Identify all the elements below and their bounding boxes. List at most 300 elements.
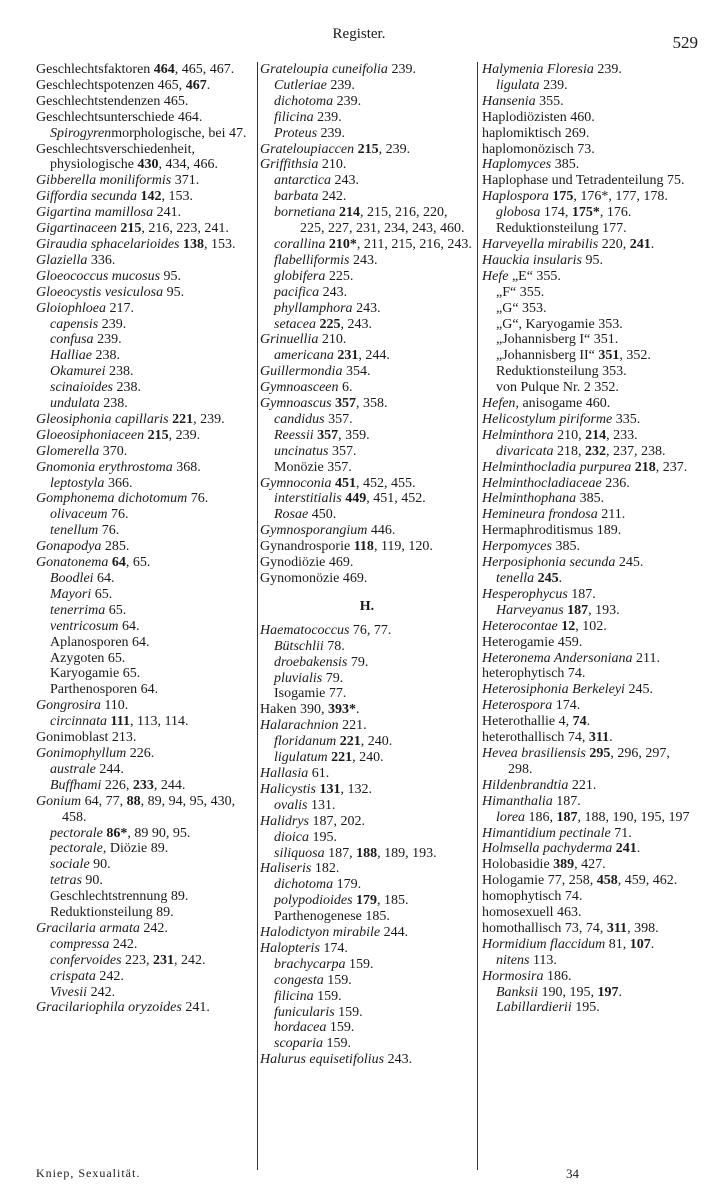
entry-text: morphologische, bei	[111, 125, 229, 141]
entry-text: , 296, 297, 298.	[508, 745, 670, 777]
taxon-name: Gymnosporangium	[260, 523, 368, 539]
entry-text: 336.	[87, 252, 116, 268]
bold-page-ref: 295	[585, 745, 611, 761]
taxon-name: Halarachnion	[260, 718, 339, 734]
taxon-name: Halymenia Floresia	[482, 62, 594, 77]
taxon-name: Hallasia	[260, 765, 309, 781]
taxon-name: barbata	[274, 189, 319, 205]
bold-page-ref: 241	[612, 841, 637, 857]
bold-page-ref: 232	[585, 443, 607, 459]
index-subentry	[36, 332, 254, 348]
taxon-name: Hefen	[482, 396, 516, 412]
entry-text: , 240.	[352, 750, 384, 766]
entry-text: 385.	[551, 539, 580, 555]
taxon-name: Giffordia secunda	[36, 189, 137, 205]
taxon-name: Gigartinaceen	[36, 221, 117, 237]
index-subentry	[260, 348, 474, 364]
index-subentry	[482, 444, 692, 460]
index-entry	[36, 444, 254, 460]
taxon-name: Helminthocladiaceae	[482, 475, 602, 491]
index-entry	[482, 428, 692, 444]
taxon-name: interstitialis	[274, 491, 342, 507]
entry-text: 159.	[334, 1004, 363, 1020]
bold-page-ref: 351	[598, 348, 620, 364]
entry-text: Haken 390,	[260, 702, 329, 718]
entry-text: , 452, 455.	[356, 475, 416, 491]
index-subentry	[36, 635, 254, 651]
taxon-name: polypodioides	[274, 893, 353, 909]
entry-text: Geschlechtstrennung 89.	[50, 889, 189, 905]
entry-text: , 176.	[599, 205, 632, 221]
entry-text: , 89 90, 95.	[127, 825, 191, 841]
index-entry	[482, 110, 692, 126]
index-subentry	[36, 317, 254, 333]
index-entry	[482, 539, 692, 555]
taxon-name: Heterocontae	[482, 618, 558, 634]
taxon-name: confusa	[50, 332, 94, 348]
index-entry	[482, 587, 692, 603]
entry-text: 187.	[567, 586, 596, 602]
index-subentry	[260, 877, 474, 893]
entry-text: 239.	[313, 109, 342, 125]
entry-text: , 434, 466.	[158, 157, 218, 173]
taxon-name: bornetiana	[274, 205, 336, 221]
taxon-name: tetras	[50, 873, 82, 889]
taxon-name: Rosae	[274, 507, 309, 523]
entry-text: , 427.	[574, 857, 606, 873]
index-entry	[482, 491, 692, 507]
entry-text: 239.	[93, 332, 122, 348]
taxon-name: tenerrima	[50, 602, 106, 618]
index-subentry	[260, 460, 474, 476]
entry-text: Parthenogenese 185.	[274, 909, 390, 925]
taxon-name: Hemineura frondosa	[482, 507, 598, 523]
taxon-name: Herpomyces	[482, 539, 552, 555]
entry-text: 239.	[326, 77, 355, 93]
index-subentry	[260, 78, 474, 94]
index-subentry	[36, 953, 254, 969]
entry-text: Reduktionsteilung 89.	[50, 905, 174, 921]
index-entry	[36, 205, 254, 221]
bold-page-ref: 458	[596, 873, 618, 889]
taxon-name: Gloeocystis vesiculosa	[36, 284, 164, 300]
bold-page-ref: 175	[548, 189, 574, 205]
taxon-name: pacifica	[274, 284, 320, 300]
index-subentry	[260, 237, 474, 253]
index-subentry	[36, 348, 254, 364]
index-entry	[36, 698, 254, 714]
index-entry	[36, 730, 254, 746]
index-column-1	[36, 62, 254, 1172]
entry-text: , 244.	[358, 348, 390, 364]
entry-text: Geschlechtsunterschiede 464.	[36, 109, 203, 125]
entry-text: 187, 202.	[309, 813, 365, 829]
index-entry	[36, 110, 254, 126]
bold-page-ref: 107	[629, 936, 651, 952]
taxon-name: Hansenia	[482, 93, 536, 109]
entry-text: 244.	[95, 761, 124, 777]
entry-text: 239.	[539, 77, 568, 93]
index-entry	[260, 571, 474, 587]
index-subentry	[260, 830, 474, 846]
bold-page-ref: 12	[557, 618, 576, 634]
index-entry	[482, 126, 692, 142]
taxon-name: floridanum	[274, 734, 337, 750]
taxon-name: scinaioides	[50, 380, 113, 396]
bold-page-ref: 187	[563, 602, 589, 618]
entry-text: 218,	[553, 443, 586, 459]
index-entry	[482, 730, 692, 746]
index-entry	[482, 794, 692, 810]
entry-text: 78.	[323, 638, 345, 654]
entry-text: 187.	[552, 793, 581, 809]
taxon-name: lorea	[496, 809, 526, 825]
taxon-name: Proteus	[274, 125, 318, 141]
taxon-name: ventricosum	[50, 618, 119, 634]
taxon-name: Grateloupia cuneifolia	[260, 62, 388, 77]
index-subentry	[260, 269, 474, 285]
index-subentry	[260, 1005, 474, 1021]
entry-text: 95.	[160, 268, 182, 284]
index-subentry	[36, 841, 254, 857]
bold-page-ref: 467	[185, 77, 207, 93]
entry-text: homothallisch 73, 74,	[482, 920, 607, 936]
index-subentry	[36, 571, 254, 587]
taxon-name: Gloiophloea	[36, 300, 106, 316]
entry-text: 179.	[333, 877, 362, 893]
taxon-name: Holmsella pachyderma	[482, 841, 613, 857]
entry-text: 238.	[92, 348, 120, 364]
page-number: 529	[672, 33, 698, 52]
index-subentry	[260, 639, 474, 655]
bold-page-ref: 221	[336, 734, 361, 750]
bold-page-ref: 449	[341, 491, 367, 507]
taxon-name: Himanthalia	[482, 793, 553, 809]
index-subentry	[36, 587, 254, 603]
entry-text: 450.	[308, 507, 337, 523]
entry-text: 79.	[322, 670, 344, 686]
taxon-name: Guillermondia	[260, 364, 343, 380]
index-subentry	[260, 317, 474, 333]
entry-text: 186,	[525, 809, 557, 825]
index-subentry	[260, 205, 474, 237]
entry-text: 76.	[107, 507, 129, 523]
entry-text: Holobasidie	[482, 857, 554, 873]
index-subentry	[260, 126, 474, 142]
taxon-name: Mayori	[50, 586, 92, 602]
bold-page-ref: 311	[606, 920, 628, 936]
index-subentry	[482, 364, 692, 380]
taxon-name: tenella	[496, 571, 535, 586]
index-subentry	[482, 317, 692, 333]
index-entry	[260, 62, 474, 78]
index-subentry	[482, 380, 692, 396]
entry-text: 81,	[605, 936, 630, 952]
entry-text: , 185.	[377, 893, 409, 909]
taxon-name: Grateloupiaccen	[260, 141, 355, 157]
entry-text: heterothallisch 74,	[482, 730, 589, 746]
entry-text: „G“ 353.	[496, 300, 547, 316]
index-entry	[260, 814, 474, 830]
index-entry	[260, 142, 474, 158]
taxon-name: filicina	[274, 988, 314, 1004]
index-entry	[260, 476, 474, 492]
taxon-name: Halicystis	[260, 781, 316, 797]
entry-text: , 89, 94, 95, 430, 458.	[62, 793, 236, 825]
taxon-name: Gymnoconia	[260, 475, 332, 491]
entry-text: , 176*, 177, 178.	[573, 189, 668, 205]
taxon-name: tenellum	[50, 523, 99, 539]
bold-page-ref: 111	[107, 714, 130, 730]
entry-text: 238.	[113, 380, 141, 396]
taxon-name: Haliseris	[260, 861, 312, 877]
index-entry	[482, 937, 692, 953]
entry-text: 220,	[598, 236, 630, 252]
taxon-name: Helminthora	[482, 427, 554, 443]
entry-text: 370.	[99, 443, 128, 459]
entry-text: 71.	[610, 825, 632, 841]
index-entry	[36, 221, 254, 237]
index-subentry	[36, 682, 254, 698]
entry-text: von Pulque Nr. 2 352.	[496, 380, 619, 396]
entry-text: Haplophase und Tetradenteilung 75.	[482, 173, 685, 189]
entry-text: 6.	[338, 380, 353, 396]
bold-page-ref: 74	[572, 714, 587, 730]
entry-text: , 243.	[340, 316, 372, 332]
index-entry	[482, 253, 692, 269]
taxon-name: Spirogyren	[50, 125, 112, 141]
index-subentry	[260, 428, 474, 444]
taxon-name: dichotoma	[274, 93, 334, 109]
index-entry	[36, 428, 254, 444]
entry-text: , 459, 462.	[617, 873, 678, 889]
index-entry	[482, 619, 692, 635]
taxon-name: leptostyla	[50, 475, 105, 491]
entry-text: 113.	[529, 952, 557, 968]
taxon-name: Haplospora	[482, 189, 549, 205]
index-column-3	[482, 62, 692, 1172]
taxon-name: globifera	[274, 268, 326, 284]
taxon-name: Gigartina mamillosa	[36, 205, 154, 221]
taxon-name: Halidrys	[260, 813, 309, 829]
taxon-name: Haematococcus	[260, 622, 350, 638]
index-entry	[482, 237, 692, 253]
taxon-name: crispata	[50, 968, 96, 984]
index-entry	[260, 539, 474, 555]
entry-text: 64, 77,	[81, 793, 127, 809]
entry-text: Geschlechtstendenzen 465.	[36, 93, 189, 109]
entry-text: 446.	[367, 523, 396, 539]
taxon-name: Hefe	[482, 268, 509, 284]
entry-text: , 451, 452.	[366, 491, 426, 507]
entry-text: physiologische	[50, 157, 138, 173]
entry-text: .	[609, 730, 613, 746]
taxon-name: pectorale	[50, 841, 103, 857]
entry-text: 174,	[540, 205, 572, 221]
entry-text: 355.	[535, 93, 564, 109]
taxon-name: Himantidium pectinale	[482, 825, 611, 841]
index-entry	[482, 746, 692, 778]
index-subentry	[260, 686, 474, 702]
taxon-name: Halodictyon mirabile	[260, 925, 381, 941]
index-subentry	[482, 221, 692, 237]
index-subentry	[260, 444, 474, 460]
entry-text: 239.	[593, 62, 622, 77]
taxon-name: Gonimophyllum	[36, 745, 127, 761]
entry-text: Karyogamie 65.	[50, 666, 141, 682]
taxon-name: Helminthophana	[482, 491, 577, 507]
entry-text: Gonimoblast 213.	[36, 730, 137, 746]
index-entry	[260, 364, 474, 380]
taxon-name: Halopteris	[260, 940, 320, 956]
bold-page-ref: 231	[333, 348, 359, 364]
taxon-name: Helicostylum piriforme	[482, 411, 613, 427]
index-entry	[36, 460, 254, 476]
taxon-name: Glomerella	[36, 443, 100, 459]
entry-text: , 215, 216, 220, 225, 227, 231, 234, 243, 460.	[300, 205, 465, 237]
taxon-name: Harveyanus	[496, 602, 564, 618]
entry-text: homosexuell 463.	[482, 905, 582, 921]
index-subentry	[260, 973, 474, 989]
taxon-name: americana	[274, 348, 334, 364]
index-entry	[260, 861, 474, 877]
entry-text: , 240.	[360, 734, 393, 750]
entry-text: 241.	[181, 1000, 210, 1016]
entry-text: haplomiktisch 269.	[482, 125, 590, 141]
taxon-name: Okamurei	[50, 364, 106, 380]
taxon-name: Helminthocladia purpurea	[482, 459, 632, 475]
entry-text: , 398.	[627, 920, 659, 936]
taxon-name: congesta	[274, 972, 324, 988]
index-subentry	[36, 157, 254, 173]
taxon-name: australe	[50, 761, 96, 777]
entry-text: 159.	[313, 988, 342, 1004]
entry-text: „Johannisberg II“	[496, 348, 599, 364]
index-entry	[482, 905, 692, 921]
entry-text: Haplodiözisten 460.	[482, 109, 595, 125]
taxon-name: Hormidium flaccidum	[482, 936, 606, 952]
index-subentry	[260, 301, 474, 317]
entry-text: 238.	[99, 396, 128, 412]
index-subentry	[36, 873, 254, 889]
entry-text: .	[636, 841, 641, 857]
entry-text: , 465, 467.	[174, 62, 235, 77]
index-subentry	[482, 205, 692, 221]
index-subentry	[260, 671, 474, 687]
taxon-name: Vivesii	[50, 984, 88, 1000]
taxon-name: Gracilaria armata	[36, 920, 140, 936]
index-entry	[36, 301, 254, 317]
taxon-name: droebakensis	[274, 654, 348, 670]
index-entry	[36, 189, 254, 205]
index-entry	[36, 491, 254, 507]
entry-text: 65.	[91, 586, 113, 602]
index-entry	[36, 539, 254, 555]
taxon-name: Halliae	[50, 348, 92, 364]
index-entry	[482, 666, 692, 682]
index-entry	[36, 78, 254, 94]
bold-page-ref: 311	[588, 730, 610, 746]
index-entry	[260, 1052, 474, 1068]
taxon-name: ligulata	[496, 77, 540, 93]
entry-text: Aplanosporen 64.	[50, 634, 150, 650]
entry-text: .	[618, 984, 622, 1000]
index-entry	[482, 555, 692, 571]
bold-page-ref: 464	[153, 62, 175, 77]
index-entry	[260, 702, 474, 718]
index-subentry	[36, 762, 254, 778]
entry-text: , anisogame 460.	[515, 396, 611, 412]
taxon-name: pectorale	[50, 825, 103, 841]
entry-text: , 233.	[606, 427, 638, 443]
index-subentry	[260, 750, 474, 766]
bold-page-ref: 389	[553, 857, 575, 873]
taxon-name: Banksii	[496, 984, 538, 1000]
bold-page-ref: 131	[316, 781, 341, 797]
taxon-name: Grinuellia	[260, 332, 319, 348]
entry-text: , 153.	[204, 236, 236, 252]
index-entry	[482, 969, 692, 985]
bold-page-ref: 187	[556, 809, 578, 825]
entry-text: 242.	[139, 920, 168, 936]
taxon-name: Hevea brasiliensis	[482, 745, 586, 761]
entry-text: 242.	[109, 936, 138, 952]
entry-text: , 237, 238.	[606, 443, 666, 459]
taxon-name: Halurus equisetifolius	[260, 1052, 385, 1068]
index-subentry	[260, 173, 474, 189]
entry-text: 47.	[229, 125, 247, 141]
footer-book-title: Kniep, Sexualität.	[36, 1166, 141, 1180]
taxon-name: Gymnoasceen	[260, 380, 339, 396]
index-entry	[260, 396, 474, 412]
entry-text: 242.	[87, 984, 116, 1000]
entry-text: 239.	[387, 62, 416, 77]
entry-text: 210.	[318, 157, 347, 173]
entry-text: Heterogamie 459.	[482, 634, 583, 650]
entry-text: 187,	[324, 845, 357, 861]
index-subentry	[36, 969, 254, 985]
bold-page-ref: 138	[179, 236, 204, 252]
index-subentry	[482, 603, 692, 619]
taxon-name: confervoides	[50, 952, 122, 968]
bold-page-ref: 430	[137, 157, 159, 173]
index-subentry	[260, 909, 474, 925]
taxon-name: undulata	[50, 396, 100, 412]
entry-text: 65.	[105, 602, 127, 618]
index-entry	[482, 523, 692, 539]
entry-text: Parthenosporen 64.	[50, 682, 159, 698]
entry-text: 243.	[331, 173, 360, 189]
index-entry	[36, 921, 254, 937]
entry-text: 95.	[163, 284, 185, 300]
index-entry	[482, 921, 692, 937]
index-entry	[36, 253, 254, 269]
taxon-name: compressa	[50, 936, 110, 952]
entry-text: 239.	[333, 93, 362, 109]
index-entry	[482, 62, 692, 78]
index-subentry	[482, 301, 692, 317]
entry-text: , 239.	[168, 427, 201, 443]
index-subentry	[36, 857, 254, 873]
entry-text: 95.	[581, 252, 603, 268]
entry-text: heterophytisch 74.	[482, 666, 586, 682]
index-entry	[482, 635, 692, 651]
taxon-name: candidus	[274, 411, 325, 427]
index-subentry	[260, 893, 474, 909]
index-subentry	[482, 348, 692, 364]
taxon-name: flabelliformis	[274, 252, 350, 268]
entry-text: 186.	[543, 968, 572, 984]
